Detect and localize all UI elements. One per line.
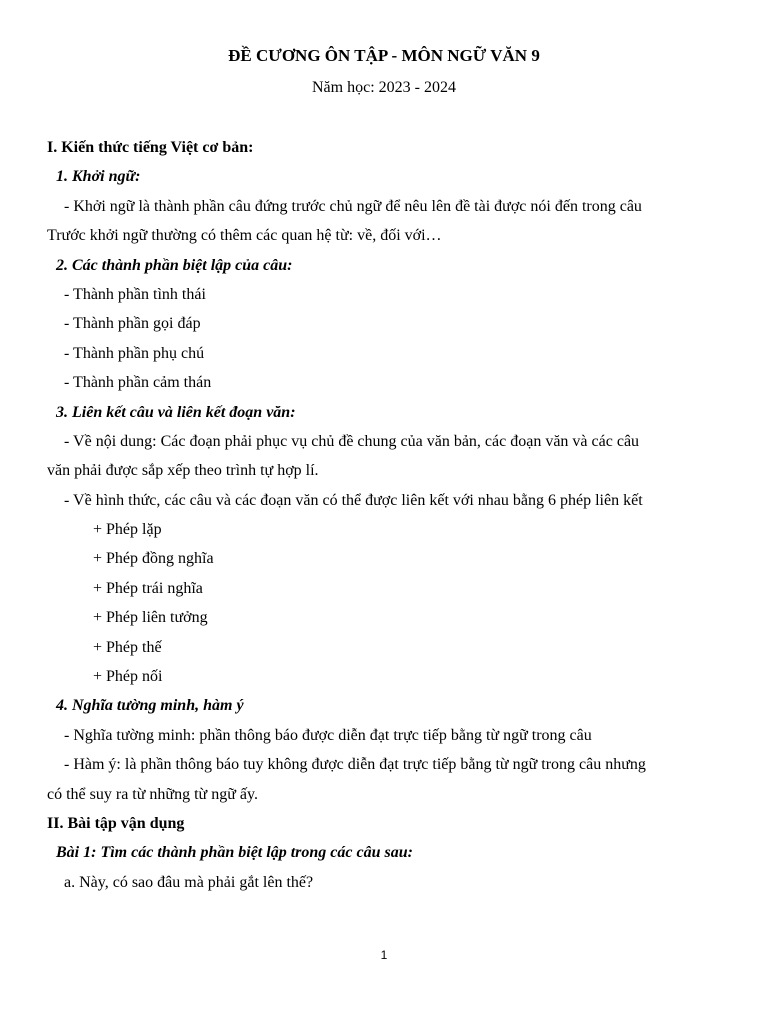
list-item: + Phép đồng nghĩa — [93, 550, 214, 568]
subsection-4-heading: 4. Nghĩa tường minh, hàm ý — [56, 697, 244, 715]
paragraph: có thể suy ra từ những từ ngữ ấy. — [47, 785, 258, 803]
list-item: - Thành phần cảm thán — [64, 374, 212, 392]
exercise-item: a. Này, có sao đâu mà phải gắt lên thế? — [64, 873, 314, 891]
list-item: + Phép lặp — [93, 521, 162, 539]
page-number: 1 — [380, 948, 388, 962]
section-1-heading: I. Kiến thức tiếng Việt cơ bản: — [47, 139, 254, 156]
paragraph: - Khởi ngữ là thành phần câu đứng trước chủ ngữ để nêu lên đề tài được nói đến trong câu — [64, 197, 642, 215]
subsection-1-heading: 1. Khởi ngữ: — [56, 168, 141, 186]
list-item: + Phép trái nghĩa — [93, 579, 203, 597]
paragraph: - Về nội dung: Các đoạn phải phục vụ chủ đề chung của văn bản, các đoạn văn và các câu — [64, 432, 640, 450]
section-2-heading: II. Bài tập vận dụng — [47, 814, 185, 832]
list-item: - Thành phần tình thái — [64, 285, 206, 303]
paragraph: - Về hình thức, các câu và các đoạn văn có thể được liên kết với nhau bằng 6 phép liên kết — [64, 491, 643, 509]
list-item: - Thành phần gọi đáp — [64, 315, 201, 333]
document-title: ĐỀ CƯƠNG ÔN TẬP - MÔN NGỮ VĂN 9 — [228, 46, 540, 65]
list-item: + Phép liên tưởng — [93, 609, 208, 627]
paragraph: - Hàm ý: là phần thông báo tuy không được diễn đạt trực tiếp bằng từ ngữ trong câu nhưng — [64, 756, 646, 774]
subsection-3-heading: 3. Liên kết câu và liên kết đoạn văn: — [56, 403, 296, 421]
exercise-1-heading: Bài 1: Tìm các thành phần biệt lập trong các câu sau: — [56, 844, 413, 862]
paragraph: văn phải được sắp xếp theo trình tự hợp lí. — [47, 462, 319, 480]
paragraph: Trước khởi ngữ thường có thêm các quan hệ từ: về, đối với… — [47, 227, 442, 245]
list-item: + Phép thế — [93, 638, 162, 656]
list-item: - Thành phần phụ chú — [64, 344, 205, 362]
list-item: + Phép nối — [93, 668, 163, 686]
document-body — [47, 133, 737, 897]
subsection-2-heading: 2. Các thành phần biệt lập của câu: — [56, 256, 293, 274]
school-year: Năm học: 2023 - 2024 — [312, 79, 456, 96]
paragraph: - Nghĩa tường minh: phần thông báo được diễn đạt trực tiếp bằng từ ngữ trong câu — [64, 726, 592, 744]
